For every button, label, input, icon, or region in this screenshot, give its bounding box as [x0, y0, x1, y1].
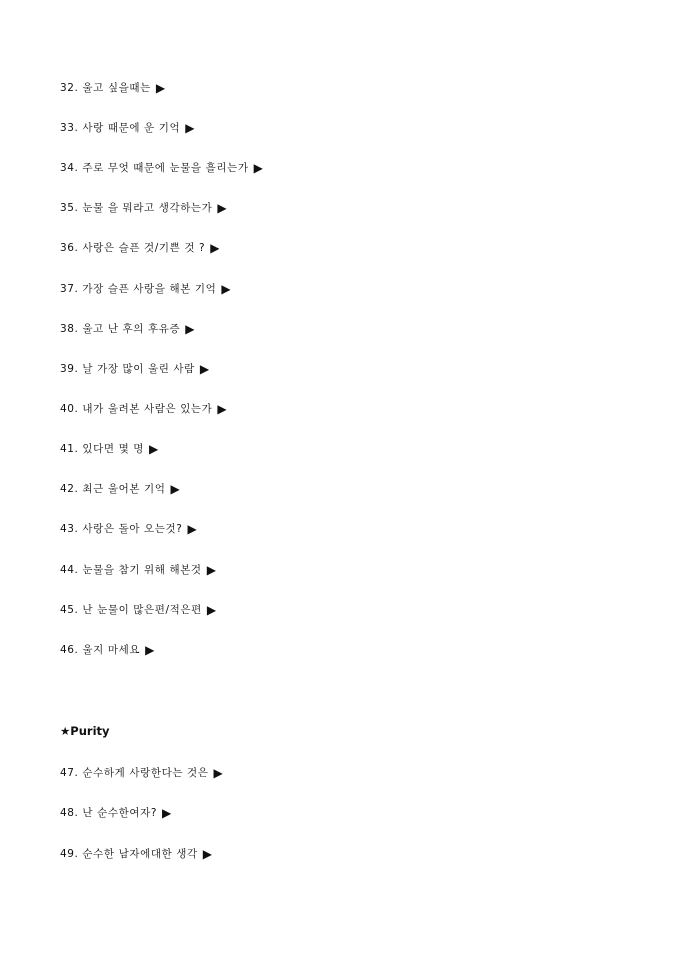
question-text: 34. 주로 무엇 때문에 눈물을 흘리는가	[60, 162, 249, 174]
question-text: 49. 순수한 남자에대한 생각	[60, 848, 198, 860]
question-text: 37. 가장 슬픈 사랑을 해본 기억	[60, 283, 217, 295]
question-text: 48. 난 순수한여자?	[60, 807, 158, 819]
question-text: 44. 눈물을 참기 위해 해본것	[60, 564, 202, 576]
question-38	[60, 322, 195, 336]
question-43	[60, 522, 197, 536]
question-49	[60, 847, 213, 861]
arrow-right-icon: ▶	[202, 847, 213, 861]
question-text: 38. 울고 난 후의 후유증	[60, 323, 181, 335]
question-39	[60, 362, 210, 376]
question-32	[60, 81, 166, 95]
arrow-right-icon: ▶	[206, 563, 217, 577]
question-text: 41. 있다면 몇 명	[60, 443, 145, 455]
question-text: 36. 사랑은 슬픈 것/기쁜 것 ?	[60, 242, 206, 254]
arrow-right-icon: ▶	[210, 241, 221, 255]
question-44	[60, 563, 217, 577]
question-text: 40. 내가 울려본 사람은 있는가	[60, 403, 213, 415]
arrow-right-icon: ▶	[185, 322, 196, 336]
question-34	[60, 161, 263, 175]
question-text: 45. 난 눈물이 많은편/적은편	[60, 604, 202, 616]
question-text: 35. 눈물 을 뭐라고 생각하는가	[60, 202, 213, 214]
question-48	[60, 806, 172, 820]
question-text: 46. 울지 마세요	[60, 644, 141, 656]
question-text: 42. 최근 울어본 기억	[60, 483, 166, 495]
question-text: 47. 순수하게 사랑한다는 것은	[60, 767, 209, 779]
question-text: 33. 사랑 때문에 운 기억	[60, 122, 181, 134]
question-33	[60, 121, 195, 135]
question-40	[60, 402, 227, 416]
question-text: 43. 사랑은 돌아 오는것?	[60, 523, 183, 535]
question-41	[60, 442, 159, 456]
arrow-right-icon: ▶	[162, 806, 172, 820]
question-35	[60, 201, 227, 215]
arrow-right-icon: ▶	[206, 603, 217, 617]
question-45	[60, 603, 217, 617]
arrow-right-icon: ▶	[199, 362, 210, 376]
arrow-right-icon: ▶	[187, 522, 198, 536]
question-text: 32. 울고 싶을때는	[60, 82, 151, 94]
question-42	[60, 482, 180, 496]
question-36	[60, 241, 220, 255]
question-37	[60, 282, 231, 296]
arrow-right-icon: ▶	[253, 161, 264, 175]
question-46	[60, 643, 155, 657]
section-heading-purity: ★Purity	[60, 724, 110, 738]
question-text: 39. 날 가장 많이 울린 사람	[60, 363, 195, 375]
arrow-right-icon: ▶	[149, 442, 159, 456]
arrow-right-icon: ▶	[185, 121, 196, 135]
question-47	[60, 766, 223, 780]
arrow-right-icon: ▶	[217, 402, 228, 416]
arrow-right-icon: ▶	[170, 482, 181, 496]
arrow-right-icon: ▶	[217, 201, 228, 215]
arrow-right-icon: ▶	[145, 643, 155, 657]
arrow-right-icon: ▶	[213, 766, 224, 780]
arrow-right-icon: ▶	[221, 282, 232, 296]
arrow-right-icon: ▶	[155, 81, 166, 95]
